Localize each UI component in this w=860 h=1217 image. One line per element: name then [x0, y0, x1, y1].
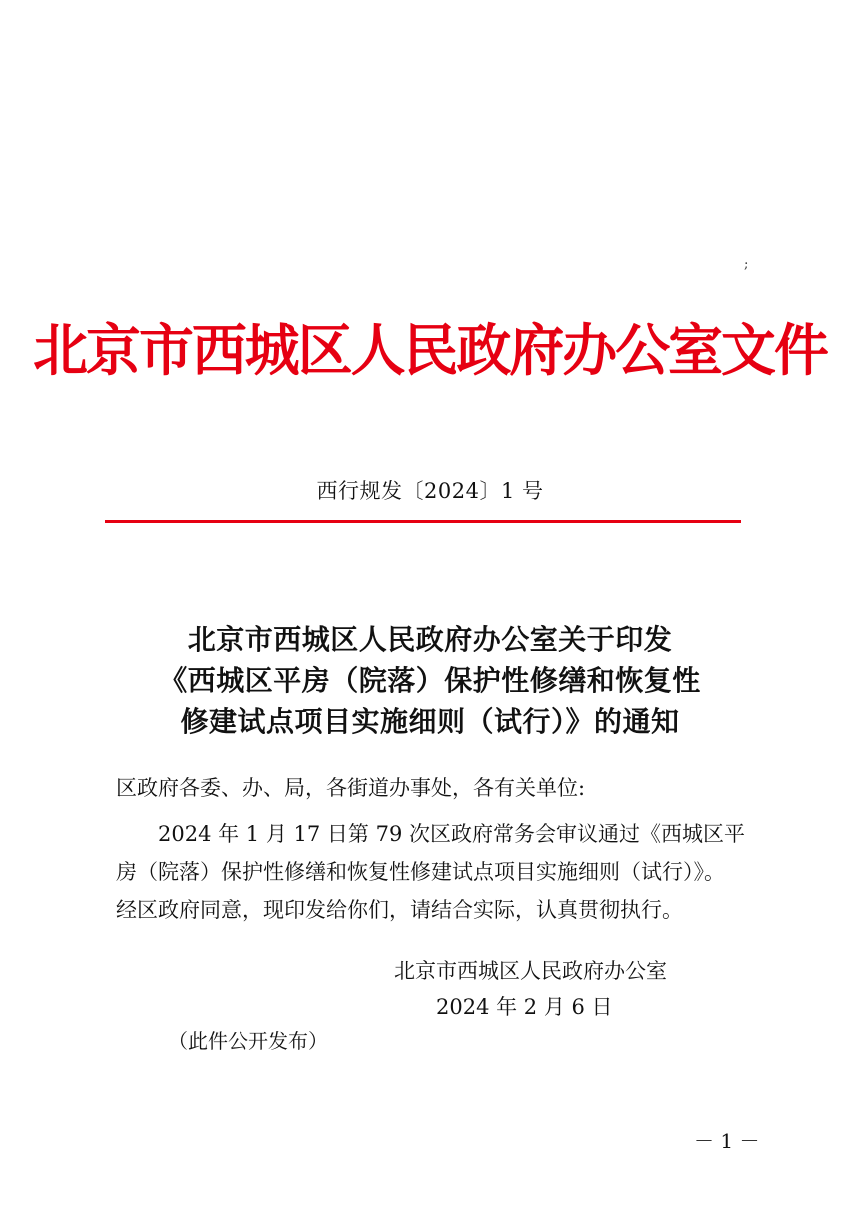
publish-note: （此件公开发布） — [168, 1029, 328, 1053]
page-number: － 1 － — [694, 1129, 760, 1153]
margin-mark: ; — [744, 257, 749, 272]
signature-organization: 北京市西城区人民政府办公室 — [394, 959, 667, 983]
red-separator-line — [105, 520, 741, 523]
notice-title-line: 修建试点项目实施细则（试行）》的通知 — [180, 705, 680, 738]
document-header-title: 北京市西城区人民政府办公室文件 — [33, 318, 827, 384]
notice-title — [0, 619, 860, 742]
recipient-line: 区政府各委、办、局，各街道办事处，各有关单位: — [116, 776, 586, 800]
body-line: 2024 年 1 月 17 日第 79 次区政府常务会审议通过《西城区平 — [158, 822, 745, 846]
notice-title-line: 北京市西城区人民政府办公室关于印发 — [187, 623, 673, 656]
signature-date: 2024 年 2 月 6 日 — [436, 995, 613, 1019]
body-line: 经区政府同意，现印发给你们，请结合实际，认真贯彻执行。 — [116, 898, 683, 922]
document-number: 西行规发〔2024〕1 号 — [316, 479, 544, 503]
notice-body — [116, 815, 756, 929]
notice-title-line: 《西城区平房（院落）保护性修缮和恢复性 — [159, 664, 701, 697]
body-line: 房（院落）保护性修缮和恢复性修建试点项目实施细则（试行）》。 — [116, 860, 725, 884]
